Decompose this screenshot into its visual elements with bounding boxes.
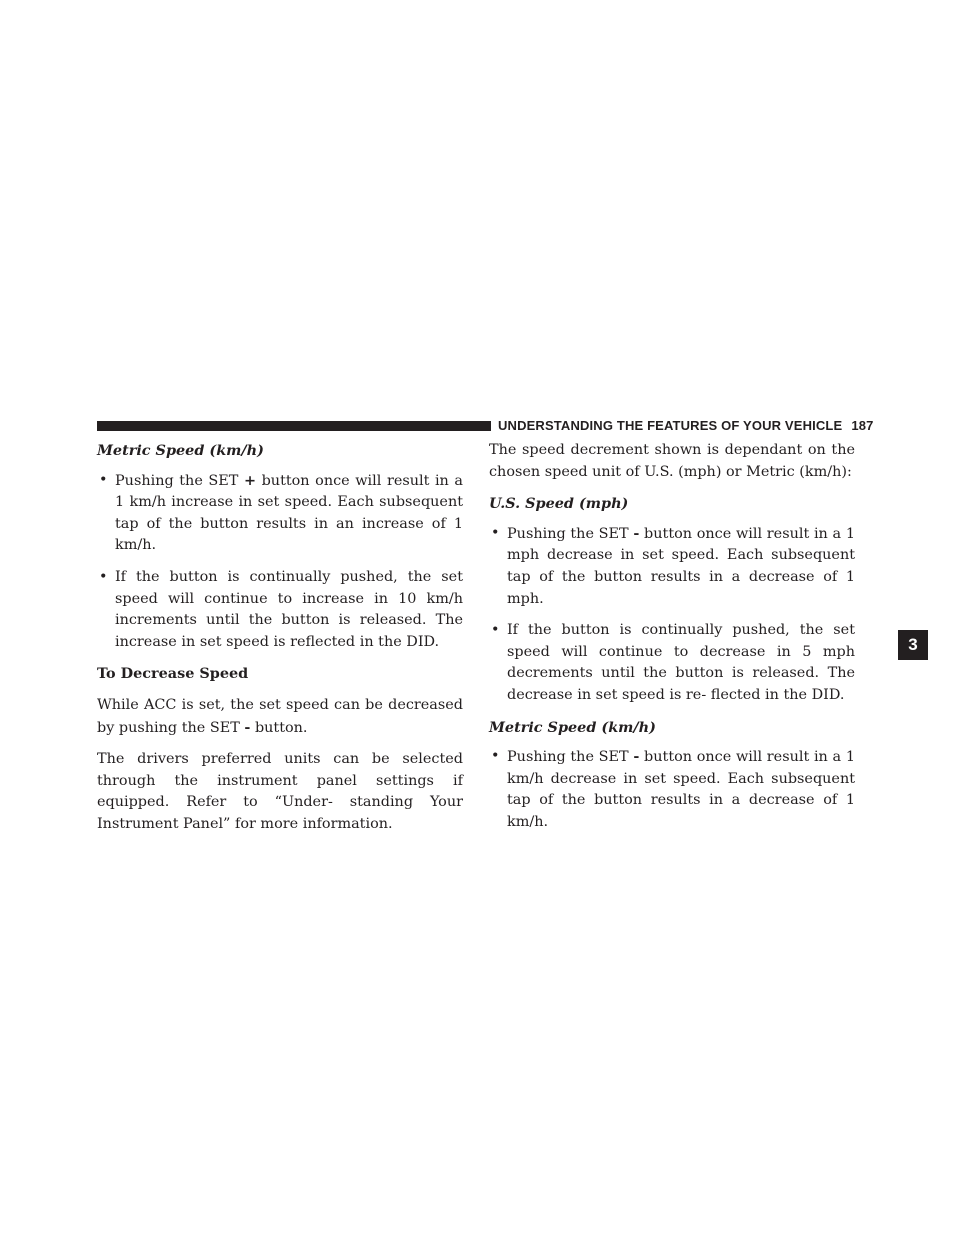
right-column bbox=[489, 440, 855, 834]
minus-symbol: - bbox=[244, 718, 251, 736]
bullet-text: Pushing the SET bbox=[507, 525, 634, 542]
paragraph: The drivers preferred units can be selected through the instrument panel settings if equipped. Refer to “Under- standing Your Instrument Panel” for more information. bbox=[97, 751, 463, 832]
paragraph: The speed decrement shown is dependant on the chosen speed unit of U.S. (mph) or Metric (km/h): bbox=[489, 442, 855, 480]
running-header bbox=[498, 417, 873, 435]
bullet-item bbox=[97, 470, 463, 557]
section-title: UNDERSTANDING THE FEATURES OF YOUR VEHICLE bbox=[498, 418, 843, 433]
page-number: 187 bbox=[851, 418, 874, 433]
plus-symbol: + bbox=[243, 471, 257, 489]
bullet-item: • If the button is continually pushed, the set speed will continue to decrease in 5 mph decrements until the button is released. The decrease in set speed is re- flected in the DID. bbox=[489, 620, 855, 706]
metric-speed-heading: Metric Speed (km/h) bbox=[97, 442, 264, 459]
header-rule bbox=[97, 421, 491, 431]
bullet-item bbox=[489, 746, 855, 833]
bullet-text: button once will result in a 1 mph decrease in set speed. Each subsequent tap of the button results in a decrease of 1 mph. bbox=[507, 525, 855, 607]
metric-speed-heading: Metric Speed (km/h) bbox=[489, 718, 656, 736]
decrease-speed-heading: To Decrease Speed bbox=[97, 665, 249, 683]
paragraph-text: While ACC is set, the set speed can be decreased by pushing the SET bbox=[97, 696, 463, 736]
minus-symbol: - bbox=[633, 524, 640, 542]
bullet-text: Pushing the SET bbox=[115, 472, 244, 489]
us-speed-heading: U.S. Speed (mph) bbox=[489, 495, 629, 513]
paragraph bbox=[97, 695, 463, 739]
bullet-text: button once will result in a 1 km/h increase in set speed. Each subsequent tap of the button results in an increase of 1 km/h. bbox=[115, 472, 463, 554]
bullet-text: button once will result in a 1 km/h decrease in set speed. Each subsequent tap of the button results in a decrease of 1 km/h. bbox=[507, 749, 855, 830]
bullet-item bbox=[489, 523, 855, 610]
bullet-text: Pushing the SET bbox=[507, 749, 634, 766]
chapter-tab[interactable]: 3 bbox=[898, 630, 928, 660]
left-column bbox=[97, 440, 463, 836]
paragraph-text: button. bbox=[250, 719, 308, 736]
minus-symbol: - bbox=[633, 748, 640, 766]
bullet-item: • If the button is continually pushed, the set speed will continue to increase in 10 km/h increments until the button is released. The increase in set speed is reflected in the DID. bbox=[97, 567, 463, 653]
